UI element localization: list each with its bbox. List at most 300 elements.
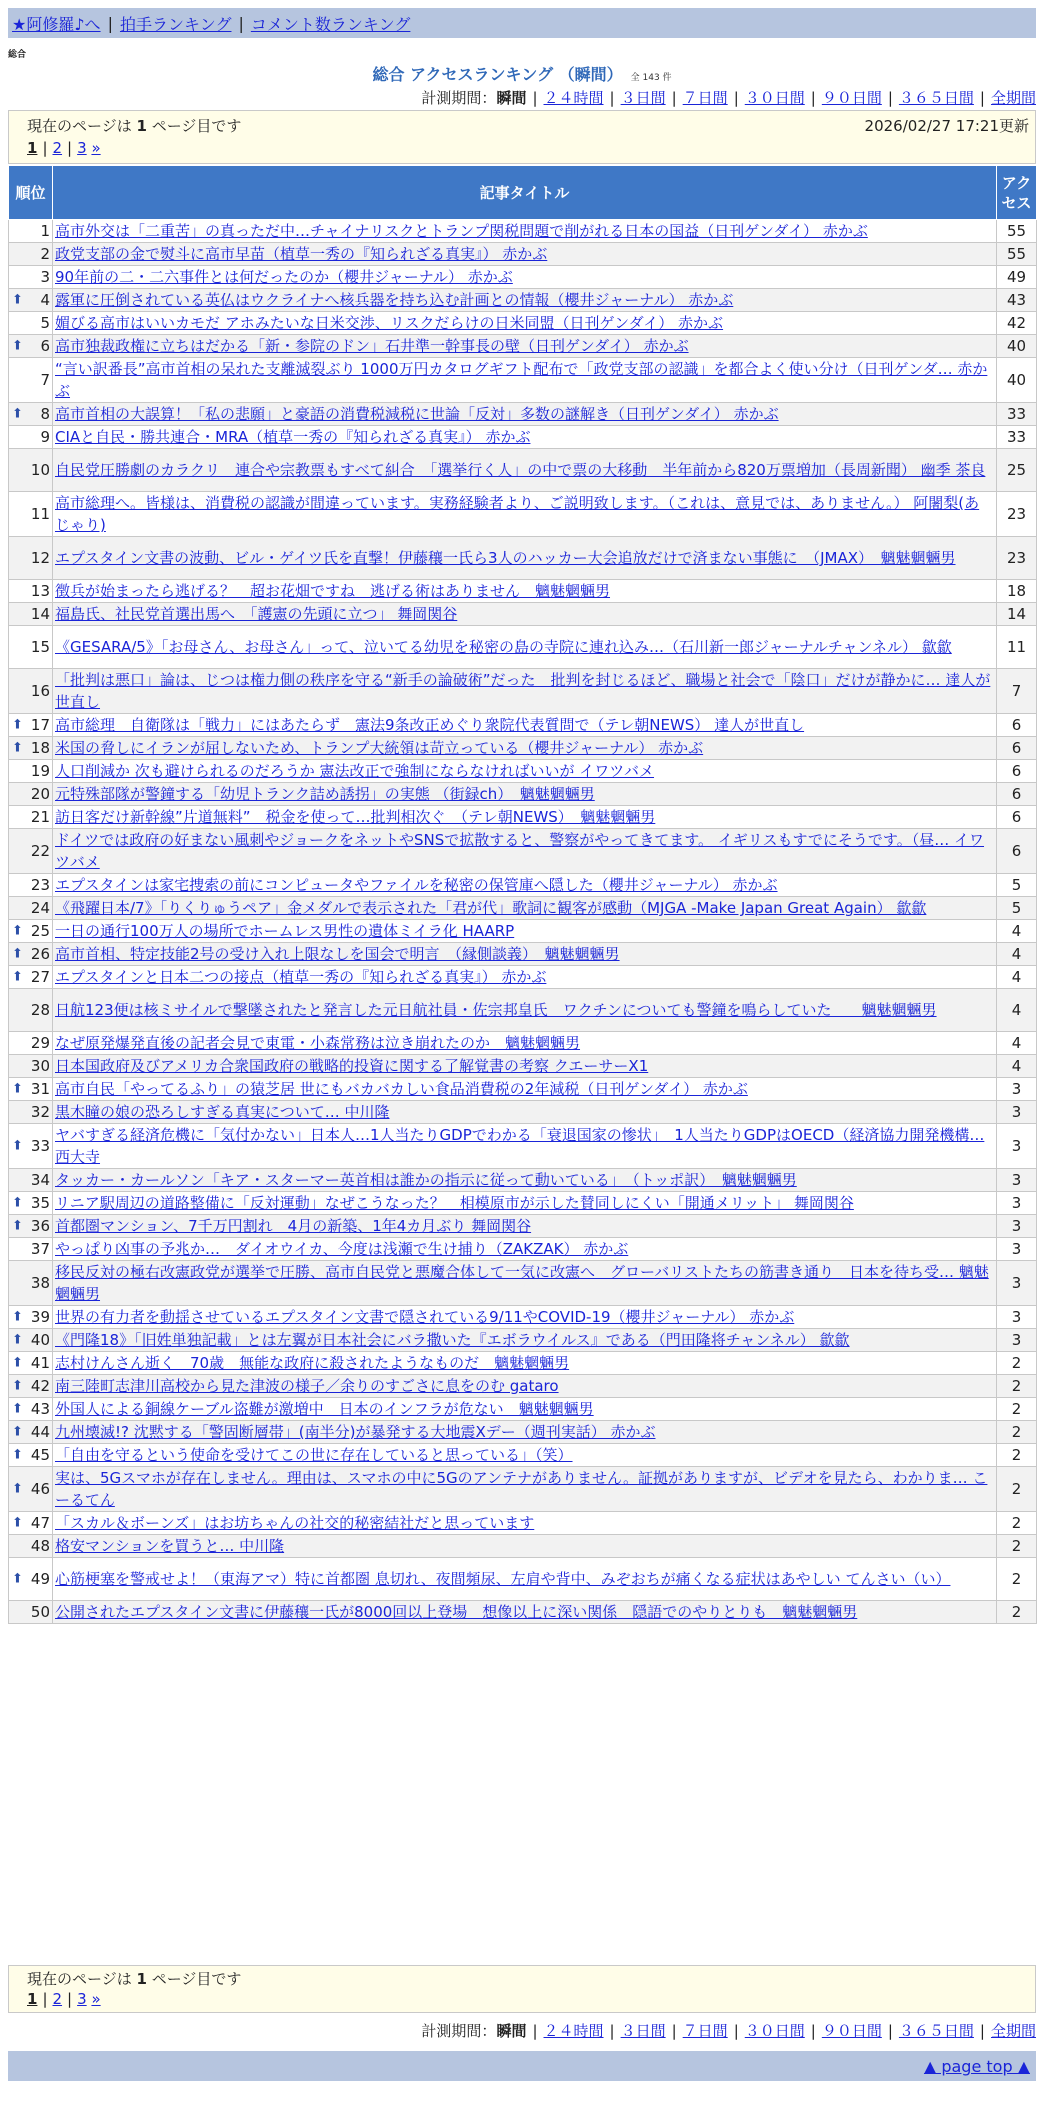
clap-ranking-link[interactable]: 拍手ランキング <box>119 14 232 34</box>
rank-number: 44 <box>30 1423 50 1441</box>
rank-number: 26 <box>30 945 50 963</box>
article-link[interactable]: 《GESARA/5》「お母さん、お母さん」って、泣いてる幼児を秘密の島の寺院に連れ込み…（石川新一郎ジャーナルチャンネル） 歙歙 <box>55 638 952 656</box>
table-row <box>9 1558 1037 1601</box>
access-count: 55 <box>997 220 1037 243</box>
title-cell <box>53 1421 997 1444</box>
rank-number: 33 <box>30 1137 50 1155</box>
period-separator: | <box>609 2022 615 2040</box>
access-count: 25 <box>997 449 1037 492</box>
article-link[interactable]: 外国人による銅線ケーブル盗難が激増中 日本のインフラが危ない 魑魅魍魎男 <box>55 1400 594 1418</box>
title-cell <box>53 266 997 289</box>
table-row <box>9 1192 1037 1215</box>
access-count: 6 <box>997 760 1037 783</box>
article-link[interactable]: リニア駅周辺の道路整備に「反対運動」なぜこうなった？ 相模原市が示した賛同しにくい「開通メリット」 舞岡関谷 <box>55 1194 854 1212</box>
article-link[interactable]: 人口削減か 次も避けられるのだろうか 憲法改正で強制にならなければいいが イワツバメ <box>55 762 655 780</box>
article-link[interactable]: 移民反対の極右改憲政党が選挙で圧勝、高市自民党と悪魔合体して一気に改憲へ グローバリストたちの筋書き通り 日本を待ち受… 魑魅魍魎男 <box>55 1263 989 1303</box>
period-link[interactable]: 全期間 <box>990 2022 1036 2040</box>
article-link[interactable]: 元特殊部隊が警鐘する「幼児トランク詰め誘拐」の実態 （街録ch） 魑魅魍魎男 <box>55 785 595 803</box>
title-cell <box>53 289 997 312</box>
table-row <box>9 1329 1037 1352</box>
title-cell <box>53 626 997 669</box>
rank-cell <box>9 403 53 426</box>
access-count: 2 <box>997 1444 1037 1467</box>
rank-cell <box>9 1078 53 1101</box>
rank-cell <box>9 920 53 943</box>
rank-number: 8 <box>40 405 50 423</box>
period-selector-bottom <box>421 2020 1036 2041</box>
rank-number: 50 <box>30 1603 50 1621</box>
rank-cell <box>9 1215 53 1238</box>
table-row <box>9 920 1037 943</box>
table-row <box>9 335 1037 358</box>
rank-up-arrow-icon: ⬆ <box>12 1218 23 1234</box>
title-cell <box>53 829 997 874</box>
article-link[interactable]: 自民党圧勝劇のカラクリ 連合や宗教票もすべて糾合 「選挙行く人」の中で票の大移動 半年前から820万票増加（長周新聞） 幽季 茶良 <box>55 461 986 479</box>
title-cell <box>53 1192 997 1215</box>
rank-number: 10 <box>30 461 50 479</box>
period-link[interactable]: ３６５日間 <box>898 89 974 107</box>
pager-next[interactable]: » <box>91 139 101 157</box>
rank-up-arrow-icon: ⬆ <box>12 717 23 733</box>
table-row <box>9 289 1037 312</box>
article-link[interactable]: 高市総理へ。皆様は、消費税の認識が間違っています。実務経験者より、ご説明致します。（これは、意見では、ありません。） 阿闍梨(あじゃり) <box>55 494 980 534</box>
pager-separator: | <box>42 139 48 157</box>
table-row <box>9 1375 1037 1398</box>
title-cell <box>53 714 997 737</box>
table-row <box>9 1124 1037 1169</box>
period-link[interactable]: ９０日間 <box>821 2022 882 2040</box>
table-row <box>9 449 1037 492</box>
title-cell <box>53 966 997 989</box>
table-row <box>9 989 1037 1032</box>
title-cell <box>53 358 997 403</box>
period-current: 瞬間 <box>496 2022 527 2040</box>
title-cell <box>53 243 997 266</box>
table-row <box>9 714 1037 737</box>
rank-number: 37 <box>30 1240 50 1258</box>
rank-cell <box>9 1124 53 1169</box>
title-cell <box>53 897 997 920</box>
access-count: 4 <box>997 989 1037 1032</box>
comment-ranking-link[interactable]: コメント数ランキング <box>250 14 411 34</box>
access-count: 11 <box>997 626 1037 669</box>
page-top-link[interactable]: ▲ page top ▲ <box>923 2057 1030 2076</box>
title-cell <box>53 1261 997 1306</box>
period-separator: | <box>733 2022 739 2040</box>
access-count: 2 <box>997 1558 1037 1601</box>
table-row <box>9 1512 1037 1535</box>
title-cell <box>53 1169 997 1192</box>
article-link[interactable]: やっぱり凶事の予兆か… ダイオウイカ、今度は浅瀬で生け捕り（ZAKZAK） 赤かぶ <box>55 1240 629 1258</box>
period-separator: | <box>887 2022 893 2040</box>
pager-current: 1 <box>27 1990 38 2008</box>
access-count: 5 <box>997 874 1037 897</box>
rank-number: 4 <box>40 291 50 309</box>
rank-number: 27 <box>30 968 50 986</box>
article-link[interactable]: ヤバすぎる経済危機に「気付かない」日本人…1人当たりGDPでわかる「衰退国家の惨状」 1人当たりGDPはOECD（経済協力開発機構… 西大寺 <box>55 1126 985 1166</box>
title-header: 記事タイトル <box>53 166 997 220</box>
rank-cell <box>9 1467 53 1512</box>
updated-timestamp: 2026/02/27 17:21更新 <box>864 117 1029 135</box>
title-cell <box>53 1601 997 1624</box>
title-cell <box>53 920 997 943</box>
title-cell <box>53 1467 997 1512</box>
rank-cell <box>9 1329 53 1352</box>
title-cell <box>53 537 997 580</box>
period-separator: | <box>979 2022 985 2040</box>
period-link[interactable]: ３６５日間 <box>898 2022 974 2040</box>
title-cell <box>53 1535 997 1558</box>
article-link[interactable]: 志村けんさん逝く 70歳 無能な政府に殺されたようなものだ 魑魅魍魎男 <box>55 1354 570 1372</box>
title-cell <box>53 1329 997 1352</box>
table-row <box>9 897 1037 920</box>
rank-up-arrow-icon: ⬆ <box>12 1481 23 1497</box>
title-cell <box>53 1558 997 1601</box>
rank-cell <box>9 580 53 603</box>
article-link[interactable]: 「批判は悪口」論は、じつは権力側の秩序を守る“新手の論破術”だった 批判を封じるほど、職場と社会で「陰口」だけが静かに… 達人が世直し <box>55 671 991 711</box>
rank-header: 順位 <box>9 166 53 220</box>
article-link[interactable]: “言い訳番長”高市首相の呆れた支離滅裂ぶり 1000万円カタログギフト配布で「政党支部の認識」を都合よく使い分け（日刊ゲンダ… 赤かぶ <box>55 360 988 400</box>
rank-number: 2 <box>40 245 50 263</box>
table-row <box>9 603 1037 626</box>
title-cell <box>53 1398 997 1421</box>
rank-cell <box>9 1101 53 1124</box>
table-row <box>9 426 1037 449</box>
pager-top <box>27 139 101 157</box>
home-link[interactable]: ★阿修羅♪へ <box>12 14 101 34</box>
article-link[interactable]: 実は、5Gスマホが存在しません。理由は、スマホの中に5Gのアンテナがありません。証拠がありますが、ビデオを見たら、わかりま… こーるてん <box>55 1469 988 1509</box>
pager-link[interactable]: 3 <box>77 1990 87 2008</box>
access-count: 3 <box>997 1238 1037 1261</box>
access-count: 4 <box>997 920 1037 943</box>
title-cell <box>53 783 997 806</box>
rank-number: 43 <box>30 1400 50 1418</box>
rank-up-arrow-icon: ⬆ <box>12 969 23 985</box>
article-link[interactable]: 90年前の二・二六事件とは何だったのか（櫻井ジャーナル） 赤かぶ <box>55 268 513 286</box>
period-separator: | <box>733 89 739 107</box>
rank-cell <box>9 1512 53 1535</box>
pager-current: 1 <box>27 139 38 157</box>
access-count: 3 <box>997 1169 1037 1192</box>
period-separator: | <box>609 89 615 107</box>
period-separator: | <box>810 89 816 107</box>
access-count: 6 <box>997 714 1037 737</box>
period-link[interactable]: ３日間 <box>620 2022 666 2040</box>
rank-cell <box>9 1352 53 1375</box>
table-row <box>9 1601 1037 1624</box>
rank-number: 23 <box>30 876 50 894</box>
article-link[interactable]: 公開されたエプスタイン文書に伊藤穰一氏が8000回以上登場 想像以上に深い関係 隠語でのやりとりも 魑魅魍魎男 <box>55 1603 858 1621</box>
access-count: 6 <box>997 829 1037 874</box>
pager-separator: | <box>67 1990 73 2008</box>
article-link[interactable]: 米国の脅しにイランが屈しないため、トランプ大統領は苛立っている（櫻井ジャーナル） 赤かぶ <box>55 739 704 757</box>
rank-up-arrow-icon: ⬆ <box>12 1355 23 1371</box>
table-row <box>9 243 1037 266</box>
period-link[interactable]: 全期間 <box>990 89 1036 107</box>
rank-cell <box>9 760 53 783</box>
article-link[interactable]: 高市外交は「二重苦」の真っただ中…チャイナリスクとトランプ関税問題で削がれる日本の国益（日刊ゲンダイ） 赤かぶ <box>55 222 868 240</box>
rank-number: 34 <box>30 1171 50 1189</box>
rank-number: 46 <box>30 1480 50 1498</box>
article-link[interactable]: エプスタインと日本二つの接点（植草一秀の『知られざる真実』） 赤かぶ <box>55 968 547 986</box>
rank-number: 24 <box>30 899 50 917</box>
rank-cell <box>9 943 53 966</box>
page-title <box>0 62 1044 85</box>
pager-link[interactable]: 2 <box>52 139 63 157</box>
rank-up-arrow-icon: ⬆ <box>12 740 23 756</box>
article-link[interactable]: タッカー・カールソン「キア・スターマー英首相は誰かの指示に従って動いている」 （トッポ訳） 魑魅魍魎男 <box>55 1171 797 1189</box>
rank-cell <box>9 449 53 492</box>
period-link[interactable]: ３日間 <box>620 89 666 107</box>
title-cell <box>53 580 997 603</box>
article-link[interactable]: エプスタイン文書の波動、ビル・ゲイツ氏を直撃！伊藤穰一氏ら3人のハッカー大会追放だけで済まない事態に （JMAX） 魑魅魍魎男 <box>55 549 956 567</box>
period-link[interactable]: ７日間 <box>682 89 728 107</box>
article-link[interactable]: 訪日客だけ新幹線”片道無料” 税金を使って…批判相次ぐ （テレ朝NEWS） 魑魅魍魎男 <box>55 808 656 826</box>
article-link[interactable]: 高市独裁政権に立ちはだかる「新・参院のドン」石井準一幹事長の壁（日刊ゲンダイ） 赤かぶ <box>55 337 689 355</box>
table-row <box>9 1535 1037 1558</box>
period-separator: | <box>979 89 985 107</box>
access-count: 6 <box>997 737 1037 760</box>
table-row <box>9 537 1037 580</box>
rank-number: 40 <box>30 1331 50 1349</box>
rank-up-arrow-icon: ⬆ <box>12 406 23 422</box>
period-link[interactable]: ３０日間 <box>744 89 805 107</box>
article-link[interactable]: 南三陸町志津川高校から見た津波の様子／余りのすごさに息をのむ gataro <box>55 1377 559 1395</box>
article-link[interactable]: 高市首相、特定技能2号の受け入れ上限なしを国会で明言 （縁側談義） 魑魅魍魎男 <box>55 945 620 963</box>
page-info-bottom <box>8 1965 1036 2013</box>
page-status: 現在のページは 1 ページ目です <box>27 1970 242 1988</box>
page-status: 現在のページは 1 ページ目です <box>27 117 242 135</box>
rank-cell <box>9 783 53 806</box>
title-cell <box>53 492 997 537</box>
rank-up-arrow-icon: ⬆ <box>12 1447 23 1463</box>
table-row <box>9 1421 1037 1444</box>
table-row <box>9 760 1037 783</box>
rank-cell <box>9 806 53 829</box>
rank-number: 7 <box>40 371 50 389</box>
access-count: 23 <box>997 492 1037 537</box>
article-link[interactable]: 露軍に圧倒されている英仏はウクライナへ核兵器を持ち込む計画との情報（櫻井ジャーナル） 赤かぶ <box>55 291 734 309</box>
article-link[interactable]: 「スカル＆ボーンズ」はお坊ちゃんの社交的秘密結社だと思っています <box>55 1514 535 1532</box>
table-row <box>9 1078 1037 1101</box>
access-count: 6 <box>997 806 1037 829</box>
access-count: 4 <box>997 1055 1037 1078</box>
rank-number: 6 <box>40 337 50 355</box>
access-header: アクセス <box>997 166 1037 220</box>
title-cell <box>53 220 997 243</box>
access-count: 2 <box>997 1467 1037 1512</box>
table-row <box>9 806 1037 829</box>
rank-cell <box>9 1375 53 1398</box>
article-link[interactable]: ドイツでは政府の好まない風刺やジョークをネットやSNSで拡散すると、警察がやってきてます。 イギリスもすでにそうです。（昼… イワツバメ <box>55 831 985 871</box>
pager-link[interactable]: 2 <box>52 1990 63 2008</box>
article-link[interactable]: CIAと自民・勝共連合・MRA（植草一秀の『知られざる真実』） 赤かぶ <box>55 428 531 446</box>
access-count: 14 <box>997 603 1037 626</box>
total-count: 全 143 件 <box>630 73 672 83</box>
period-link[interactable]: ２４時間 <box>543 2022 604 2040</box>
rank-up-arrow-icon: ⬆ <box>12 1309 23 1325</box>
rank-cell <box>9 537 53 580</box>
table-row <box>9 220 1037 243</box>
table-row <box>9 1055 1037 1078</box>
rank-number: 17 <box>30 716 50 734</box>
access-count: 40 <box>997 358 1037 403</box>
table-row <box>9 783 1037 806</box>
table-row <box>9 492 1037 537</box>
rank-number: 11 <box>30 505 50 523</box>
title-cell <box>53 1032 997 1055</box>
period-selector-top <box>421 87 1036 108</box>
rank-number: 42 <box>30 1377 50 1395</box>
article-link[interactable]: 高市総理 自衛隊は「戦力」にはあたらず 憲法9条改正めぐり衆院代表質問で（テレ朝NEWS） 達人が世直し <box>55 716 805 734</box>
article-link[interactable]: 日航123便は核ミサイルで撃墜されたと発言した元日航社員・佐宗邦皇氏 ワクチンについても警鐘を鳴らしていた 魑魅魍魎男 <box>55 1001 937 1019</box>
article-link[interactable]: 日本国政府及びアメリカ合衆国政府の戦略的投資に関する了解覚書の考察 クエーサーX1 <box>55 1057 649 1075</box>
rank-number: 18 <box>30 739 50 757</box>
article-link[interactable]: 心筋梗塞を警戒せよ！（東海アマ）特に首都圏 息切れ、夜間頻尿、左肩や背中、みぞおちが痛くなる症状はあやしい てんさい（い） <box>55 1570 951 1588</box>
rank-cell <box>9 312 53 335</box>
rank-number: 16 <box>30 682 50 700</box>
access-count: 6 <box>997 783 1037 806</box>
table-row <box>9 1032 1037 1055</box>
pager-separator: | <box>67 139 73 157</box>
rank-number: 45 <box>30 1446 50 1464</box>
access-count: 18 <box>997 580 1037 603</box>
rank-number: 31 <box>30 1080 50 1098</box>
access-count: 4 <box>997 943 1037 966</box>
rank-up-arrow-icon: ⬆ <box>12 1195 23 1211</box>
category-label: 総合 <box>8 50 27 60</box>
title-cell <box>53 1101 997 1124</box>
rank-cell <box>9 1055 53 1078</box>
title-cell <box>53 669 997 714</box>
article-link[interactable]: 高市自民「やってるふり」の猿芝居 世にもバカバカしい食品消費税の2年減税（日刊ゲンダイ） 赤かぶ <box>55 1080 748 1098</box>
rank-cell <box>9 874 53 897</box>
access-count: 3 <box>997 1306 1037 1329</box>
period-current: 瞬間 <box>496 89 527 107</box>
rank-up-arrow-icon: ⬆ <box>12 1081 23 1097</box>
rank-number: 22 <box>30 842 50 860</box>
access-count: 3 <box>997 1261 1037 1306</box>
rank-up-arrow-icon: ⬆ <box>12 1401 23 1417</box>
access-count: 2 <box>997 1535 1037 1558</box>
rank-number: 35 <box>30 1194 50 1212</box>
rank-cell <box>9 1032 53 1055</box>
title-cell <box>53 603 997 626</box>
pager-link[interactable]: 3 <box>77 139 87 157</box>
table-row <box>9 580 1037 603</box>
rank-up-arrow-icon: ⬆ <box>12 292 23 308</box>
table-row <box>9 966 1037 989</box>
article-link[interactable]: 徴兵が始まったら逃げる？ 超お花畑ですね 逃げる術はありません 魑魅魍魎男 <box>55 582 611 600</box>
nav-separator: | <box>107 13 113 33</box>
rank-cell <box>9 737 53 760</box>
access-count: 2 <box>997 1352 1037 1375</box>
article-link[interactable]: 「自由を守るという使命を受けてこの世に存在していると思っている」（笑） <box>55 1446 573 1464</box>
pager-next[interactable]: » <box>91 1990 101 2008</box>
rank-up-arrow-icon: ⬆ <box>12 1138 23 1154</box>
rank-cell <box>9 335 53 358</box>
rank-up-arrow-icon: ⬆ <box>12 1378 23 1394</box>
table-row <box>9 403 1037 426</box>
rank-number: 39 <box>30 1308 50 1326</box>
rank-number: 13 <box>30 582 50 600</box>
article-link[interactable]: 九州壊滅!? 沈黙する「警固断層帯」(南半分)が暴発する大地震Xデー（週刊実話） 赤かぶ <box>55 1423 656 1441</box>
access-count: 2 <box>997 1512 1037 1535</box>
article-link[interactable]: 高市首相の大誤算！「私の悲願」と豪語の消費税減税に世論「反対」多数の謎解き（日刊ゲンダイ） 赤かぶ <box>55 405 779 423</box>
title-cell <box>53 1078 997 1101</box>
title-cell <box>53 1512 997 1535</box>
rank-up-arrow-icon: ⬆ <box>12 1424 23 1440</box>
article-link[interactable]: エプスタインは家宅捜索の前にコンピュータやファイルを秘密の保管庫へ隠した（櫻井ジャーナル） 赤かぶ <box>55 876 778 894</box>
article-link[interactable]: 《飛躍日本/7》「りくりゅうペア」金メダルで表示された「君が代」歌詞に観客が感動（MJGA -Make Japan Great Again） 歙歙 <box>55 899 927 917</box>
access-count: 7 <box>997 669 1037 714</box>
access-count: 2 <box>997 1421 1037 1444</box>
rank-cell <box>9 289 53 312</box>
title-cell <box>53 1352 997 1375</box>
rank-cell <box>9 1444 53 1467</box>
article-link[interactable]: 黒木瞳の娘の恐ろしすぎる真実について… 中川隆 <box>55 1103 390 1121</box>
rank-cell <box>9 220 53 243</box>
access-count: 2 <box>997 1398 1037 1421</box>
rank-cell <box>9 626 53 669</box>
title-cell <box>53 737 997 760</box>
rank-cell <box>9 714 53 737</box>
access-count: 2 <box>997 1601 1037 1624</box>
article-link[interactable]: 一日の通行100万人の場所でホームレス男性の遺体ミイラ化 HAARP <box>55 922 515 940</box>
rank-cell <box>9 1192 53 1215</box>
article-link[interactable]: 福島氏、社民党首選出馬へ 「護憲の先頭に立つ」 舞岡関谷 <box>55 605 458 623</box>
article-link[interactable]: 《門隆18》「旧姓単独記載」とは左翼が日本社会にバラ撒いた『エボラウイルス』である（門田隆将チャンネル） 歙歙 <box>55 1331 850 1349</box>
access-count: 49 <box>997 266 1037 289</box>
title-cell <box>53 1306 997 1329</box>
table-row <box>9 312 1037 335</box>
title-cell <box>53 1444 997 1467</box>
table-row <box>9 266 1037 289</box>
article-link[interactable]: 媚びる高市はいいカモだ アホみたいな日米交渉、リスクだらけの日米同盟（日刊ゲンダイ） 赤かぶ <box>55 314 724 332</box>
article-link[interactable]: なぜ原発爆発直後の記者会見で東電・小森常務は泣き崩れたのか 魑魅魍魎男 <box>55 1034 581 1052</box>
rank-number: 29 <box>30 1034 50 1052</box>
rank-cell <box>9 1398 53 1421</box>
period-link[interactable]: ７日間 <box>682 2022 728 2040</box>
rank-number: 15 <box>30 638 50 656</box>
title-cell <box>53 1055 997 1078</box>
rank-number: 48 <box>30 1537 50 1555</box>
period-separator: | <box>671 2022 677 2040</box>
title-cell <box>53 403 997 426</box>
rank-number: 38 <box>30 1274 50 1292</box>
rank-cell <box>9 492 53 537</box>
table-row <box>9 669 1037 714</box>
rank-up-arrow-icon: ⬆ <box>12 946 23 962</box>
title-cell <box>53 1238 997 1261</box>
article-link[interactable]: 政党支部の金で熨斗に高市早苗（植草一秀の『知られざる真実』） 赤かぶ <box>55 245 548 263</box>
access-count: 40 <box>997 335 1037 358</box>
article-link[interactable]: 首都圏マンション、7千万円割れ 4月の新築、1年4カ月ぶり 舞岡関谷 <box>55 1217 532 1235</box>
article-link[interactable]: 世界の有力者を動揺させているエプスタイン文書で隠されている9/11やCOVID-19（櫻井ジャーナル） 赤かぶ <box>55 1308 795 1326</box>
rank-cell <box>9 669 53 714</box>
access-count: 43 <box>997 289 1037 312</box>
table-row <box>9 874 1037 897</box>
table-row <box>9 943 1037 966</box>
period-link[interactable]: ３０日間 <box>744 2022 805 2040</box>
article-link[interactable]: 格安マンションを買うと… 中川隆 <box>55 1537 285 1555</box>
rank-cell <box>9 897 53 920</box>
title-cell <box>53 449 997 492</box>
period-separator: | <box>810 2022 816 2040</box>
period-link[interactable]: ２４時間 <box>543 89 604 107</box>
rank-number: 1 <box>40 222 50 240</box>
period-link[interactable]: ９０日間 <box>821 89 882 107</box>
